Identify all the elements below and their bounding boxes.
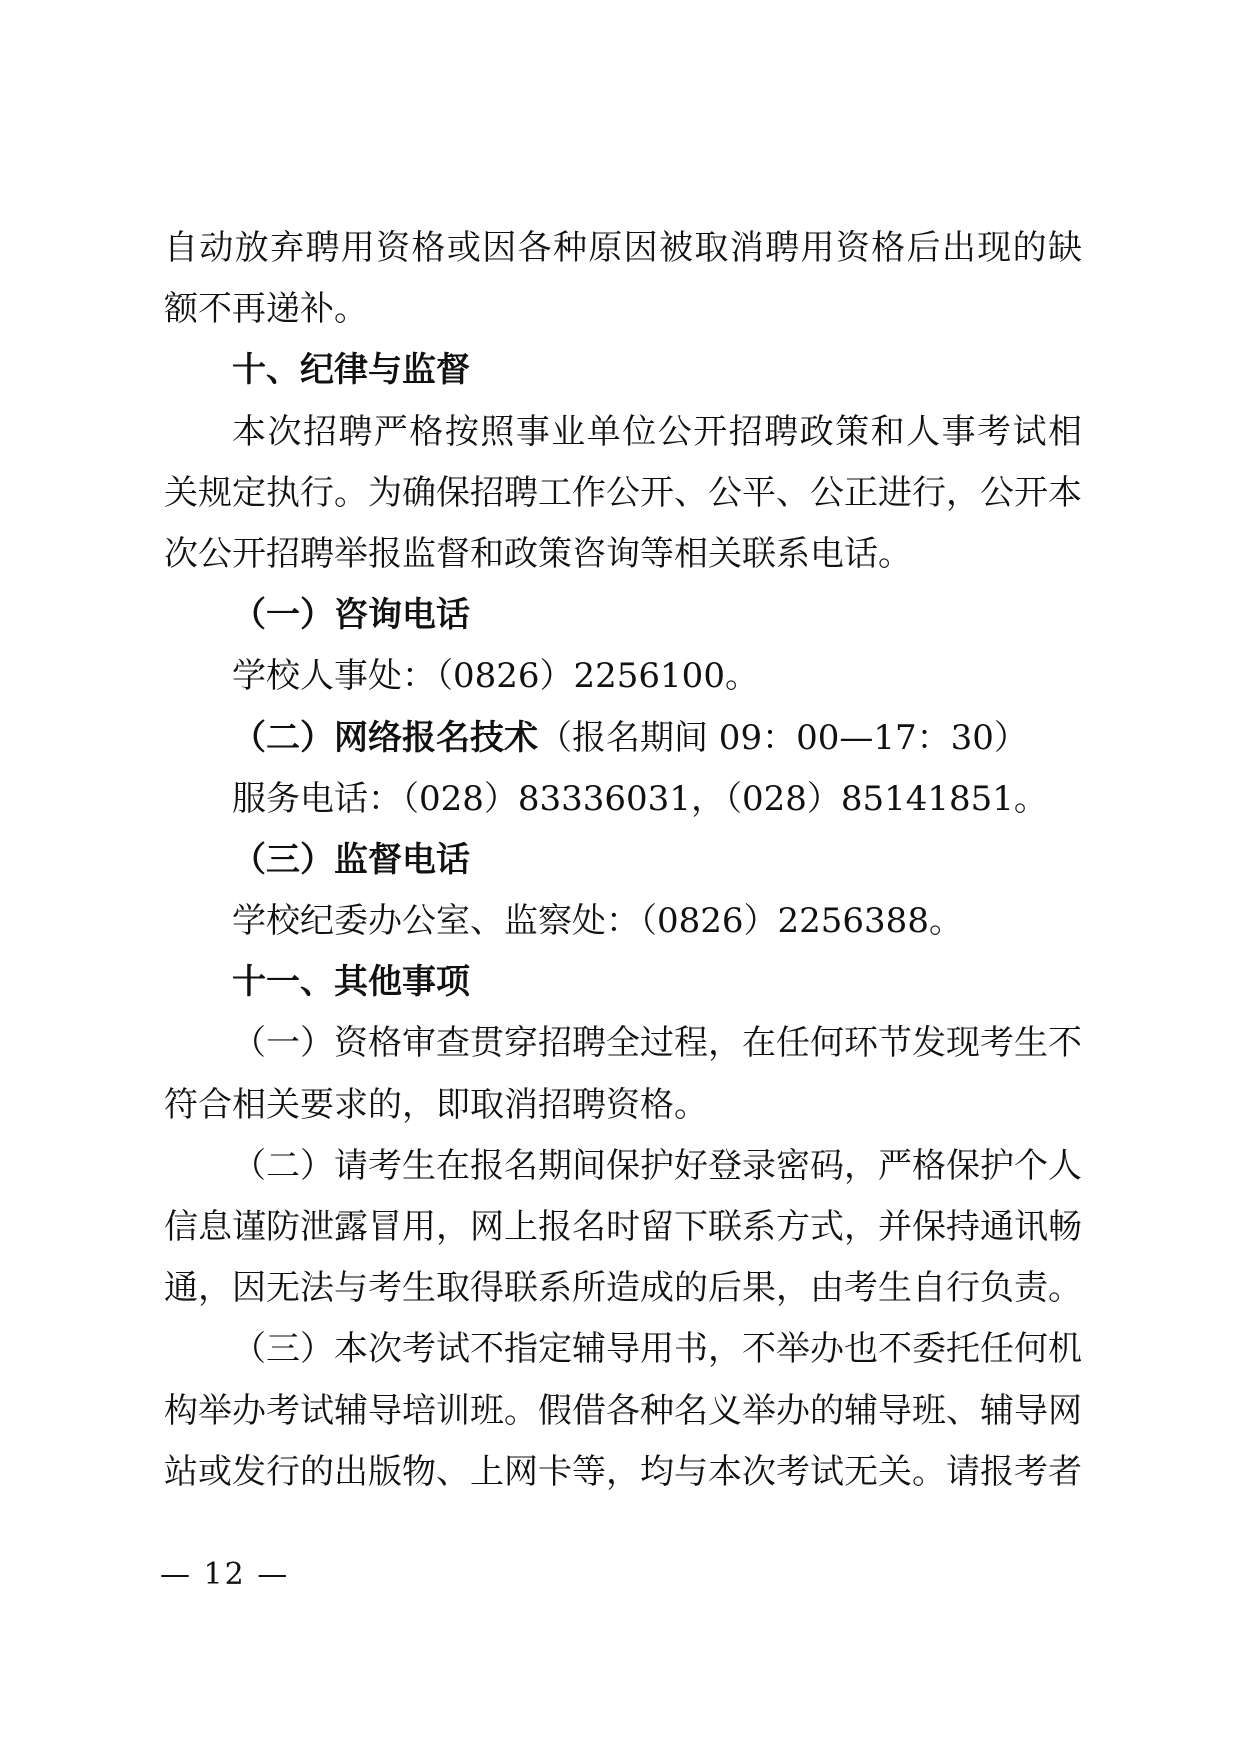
subheading-online-tech <box>164 708 1082 769</box>
subheading-online-tech-note: （报名期间 09：00—17：30） <box>538 717 1028 758</box>
paragraph-line: 信息谨防泄露冒用，网上报名时留下联系方式，并保持通讯畅 <box>164 1207 1082 1247</box>
paragraph-line: 符合相关要求的，即取消招聘资格。 <box>164 1084 708 1125</box>
paragraph-line: 关规定执行。为确保招聘工作公开、公平、公正进行，公开本 <box>164 472 1082 513</box>
subheading-supervision-phone: （三）监督电话 <box>232 839 470 880</box>
paragraph-line: 构举办考试辅导培训班。假借各种名义举办的辅导班、辅导网 <box>164 1390 1082 1431</box>
page-number: — 12 — <box>160 1557 290 1592</box>
paragraph-line: （二）请考生在报名期间保护好登录密码，严格保护个人 <box>232 1145 1082 1186</box>
section-heading-other-matters: 十一、其他事项 <box>232 962 470 1003</box>
document-body <box>164 218 1082 1503</box>
paragraph-line: （一）资格审查贯穿招聘全过程，在任何环节发现考生不 <box>232 1023 1082 1064</box>
subheading-online-tech-title: （二）网络报名技术 <box>232 717 538 758</box>
paragraph-line: 自动放弃聘用资格或因各种原因被取消聘用资格后出现的缺 <box>164 228 1082 268</box>
paragraph-line: （三）本次考试不指定辅导用书，不举办也不委托任何机 <box>232 1329 1082 1370</box>
paragraph-line: 学校纪委办公室、监察处：（0826）2256388。 <box>232 901 963 942</box>
paragraph-line: 服务电话：（028）83336031，（028）85141851。 <box>232 778 1048 819</box>
paragraph-line: 学校人事处：（0826）2256100。 <box>232 656 759 697</box>
paragraph-line: 次公开招聘举报监督和政策咨询等相关联系电话。 <box>164 533 912 574</box>
paragraph-line: 本次招聘严格按照事业单位公开招聘政策和人事考试相 <box>232 411 1082 452</box>
subheading-consult-phone: （一）咨询电话 <box>232 595 470 636</box>
paragraph-line: 通，因无法与考生取得联系所造成的后果，由考生自行负责。 <box>164 1268 1082 1309</box>
paragraph-line: 额不再递补。 <box>164 289 368 330</box>
section-heading-discipline: 十、纪律与监督 <box>232 350 470 391</box>
paragraph-line: 站或发行的出版物、上网卡等，均与本次考试无关。请报考者 <box>164 1451 1082 1492</box>
